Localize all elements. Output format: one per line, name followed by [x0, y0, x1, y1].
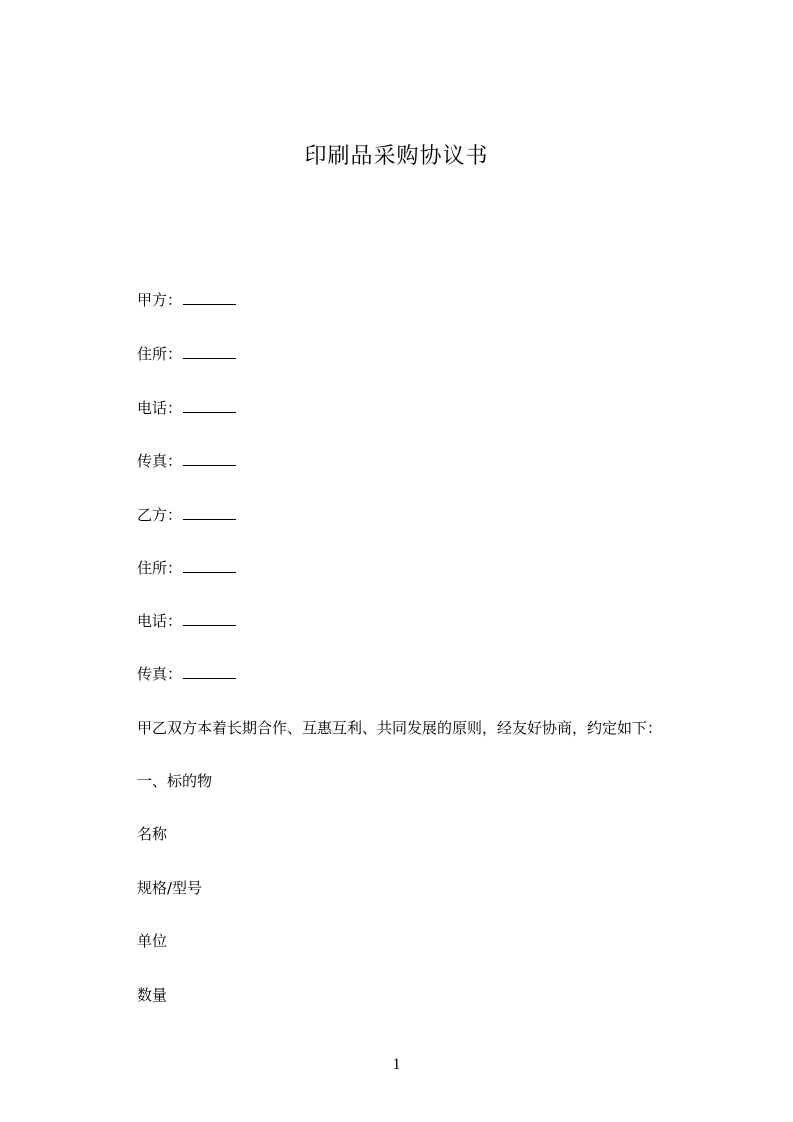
- party-b-fax-blank: [183, 663, 236, 679]
- party-a-address-blank: [183, 343, 236, 359]
- party-a-name-line: [137, 289, 236, 311]
- party-a-fax-label: 传真：: [137, 452, 183, 470]
- party-b-phone-label: 电话：: [137, 612, 183, 630]
- party-b-phone-line: [137, 610, 236, 632]
- party-b-name-blank: [183, 504, 236, 520]
- party-a-phone-label: 电话：: [137, 399, 183, 417]
- page-title: 印刷品采购协议书: [304, 144, 489, 169]
- intro-paragraph: 甲乙双方本着长期合作、互惠互利、共同发展的原则，经友好协商，约定如下：: [137, 719, 663, 737]
- party-b-address-line: [137, 557, 236, 579]
- field-name-label: 名称: [137, 825, 168, 843]
- field-quantity-label: 数量: [137, 986, 168, 1004]
- page-number: 1: [392, 1056, 401, 1073]
- party-b-name-line: [137, 504, 236, 526]
- party-a-name-label: 甲方：: [137, 291, 183, 309]
- party-b-fax-label: 传真：: [137, 665, 183, 683]
- party-b-name-label: 乙方：: [137, 506, 183, 524]
- party-b-address-label: 住所：: [137, 559, 183, 577]
- party-a-address-label: 住所：: [137, 345, 183, 363]
- field-spec-model-label: 规格/型号: [137, 879, 203, 897]
- party-a-fax-line: [137, 450, 236, 472]
- party-b-address-blank: [183, 557, 236, 573]
- party-b-phone-blank: [183, 610, 236, 626]
- party-a-name-blank: [183, 289, 236, 305]
- section-1-heading: 一、标的物: [137, 772, 213, 790]
- field-unit-label: 单位: [137, 932, 168, 950]
- party-a-phone-line: [137, 397, 236, 419]
- party-a-fax-blank: [183, 450, 236, 466]
- party-b-fax-line: [137, 663, 236, 685]
- party-a-address-line: [137, 343, 236, 365]
- party-a-phone-blank: [183, 397, 236, 413]
